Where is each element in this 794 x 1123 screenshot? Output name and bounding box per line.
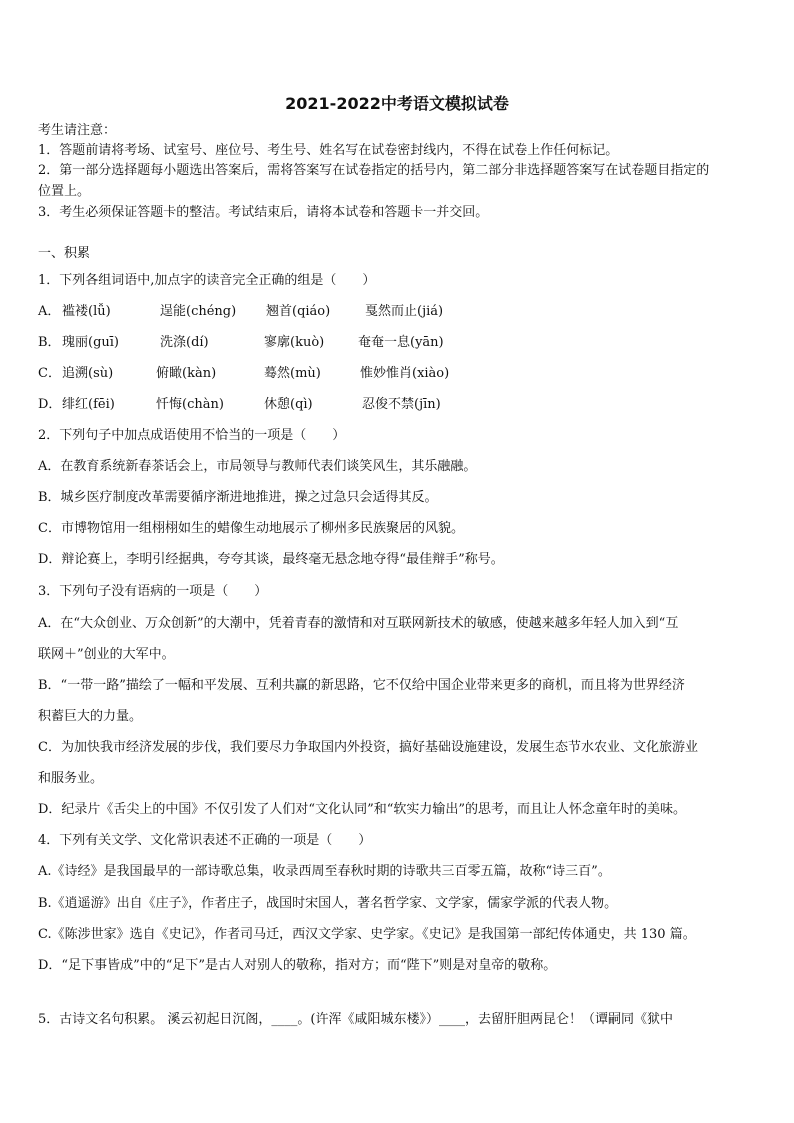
q3-line: B．“一带一路”描绘了一幅和平发展、互利共赢的新思路，它不仅给中国企业带来更多的商机，而且将为世界经济 xyxy=(38,678,685,693)
option-item: 惟妙惟肖(xiào) xyxy=(360,366,450,381)
option-label: D． xyxy=(38,397,62,412)
option-item: 蓦然(mù) xyxy=(264,366,321,381)
notice-line: 2．第一部分选择题每小题选出答案后，需将答案写在试卷指定的括号内，第二部分非选择题答案写在试卷题目指定的 xyxy=(38,163,710,178)
q3-line: A．在“大众创业、万众创新”的大潮中，凭着青春的激情和对互联网新技术的敏感，使越来越多年轻人加入到“互 xyxy=(38,616,679,631)
q2-option-d: D．辩论赛上，李明引经据典，夸夸其谈，最终毫无悬念地夺得“最佳辩手”称号。 xyxy=(38,552,504,567)
q2-option-c: C．市博物馆用一组栩栩如生的蜡像生动地展示了柳州多民族聚居的风貌。 xyxy=(38,521,464,536)
option-item: 翘首(qiáo) xyxy=(266,304,331,319)
q4-option-b: B.《逍遥游》出自《庄子》，作者庄子，战国时宋国人，著名哲学家、文学家，儒家学派的代表人物。 xyxy=(38,896,618,911)
option-item: 俯瞰(kàn) xyxy=(156,366,217,381)
option-item: 忍俊不禁(jīn) xyxy=(362,397,441,412)
option-item: 奄奄一息(yān) xyxy=(358,335,444,350)
q4-option-d: D．“足下事皆成”中的“足下”是古人对别人的敬称，指对方；而“陛下”则是对皇帝的敬称。 xyxy=(38,958,557,973)
option-item: 戛然而止(jiá) xyxy=(365,304,444,319)
section-heading: 一、积累 xyxy=(38,246,91,261)
q3-line: C．为加快我市经济发展的步伐，我们要尽力争取国内外投资，搞好基础设施建设，发展生态节水农业、文化旅游业 xyxy=(38,740,698,755)
question-4-stem: 4．下列有关文学、文化常识表述不正确的一项是（ ） xyxy=(38,833,372,848)
option-item: 追溯(sù) xyxy=(62,366,114,381)
option-item: 洗涤(dí) xyxy=(160,335,209,350)
option-item: 休憩(qì) xyxy=(264,397,313,412)
option-item: 褴褛(lǚ) xyxy=(62,304,111,319)
notice-line: 位置上。 xyxy=(38,184,91,199)
option-item: 绯红(fēi) xyxy=(62,397,115,412)
q4-option-c: C.《陈涉世家》选自《史记》，作者司马迁，西汉文学家、史学家。《史记》是我国第一部纪传体通史，共 130 篇。 xyxy=(38,927,696,942)
notice-line: 1．答题前请将考场、试室号、座位号、考生号、姓名写在试卷密封线内，不得在试卷上作任何标记。 xyxy=(38,143,619,158)
q4-option-a: A.《诗经》是我国最早的一部诗歌总集，收录西周至春秋时期的诗歌共三百零五篇，故称“诗三百”。 xyxy=(38,864,611,879)
option-item: 瑰丽(guī) xyxy=(62,335,119,350)
question-2-stem: 2．下列句子中加点成语使用不恰当的一项是（ ） xyxy=(38,428,346,443)
option-item: 寥廓(kuò) xyxy=(264,335,325,350)
q2-option-a: A．在教育系统新春茶话会上，市局领导与教师代表们谈笑风生，其乐融融。 xyxy=(38,459,477,474)
option-label: C． xyxy=(38,366,61,381)
notice-heading: 考生请注意： xyxy=(38,123,117,138)
option-item: 忏悔(chàn) xyxy=(156,397,224,412)
q3-line: D．纪录片《舌尖上的中国》不仅引发了人们对“文化认同”和“软实力输出”的思考，而且让人怀念童年时的美味。 xyxy=(38,802,687,817)
option-label: B． xyxy=(38,335,61,350)
question-5-stem: 5．古诗文名句积累。 溪云初起日沉阁，____。(许浑《咸阳城东楼》）____，去留肝胆两昆仑！（谭嗣同《狱中 xyxy=(38,1012,673,1027)
option-label: A． xyxy=(38,304,61,319)
q2-option-b: B．城乡医疗制度改革需要循序渐进地推进，操之过急只会适得其反。 xyxy=(38,490,438,505)
q3-line: 和服务业。 xyxy=(38,771,104,786)
question-1-stem: 1．下列各组词语中,加点字的读音完全正确的组是（ ） xyxy=(38,273,376,288)
notice-line: 3．考生必须保证答题卡的整洁。考试结束后，请将本试卷和答题卡一并交回。 xyxy=(38,205,489,220)
question-3-stem: 3．下列句子没有语病的一项是（ ） xyxy=(38,584,268,599)
page-title: 2021-2022中考语文模拟试卷 xyxy=(285,94,509,113)
q3-line: 联网＋”创业的大军中。 xyxy=(38,647,175,662)
q3-line: 积蓄巨大的力量。 xyxy=(38,709,143,724)
option-item: 逞能(chéng) xyxy=(160,304,237,319)
